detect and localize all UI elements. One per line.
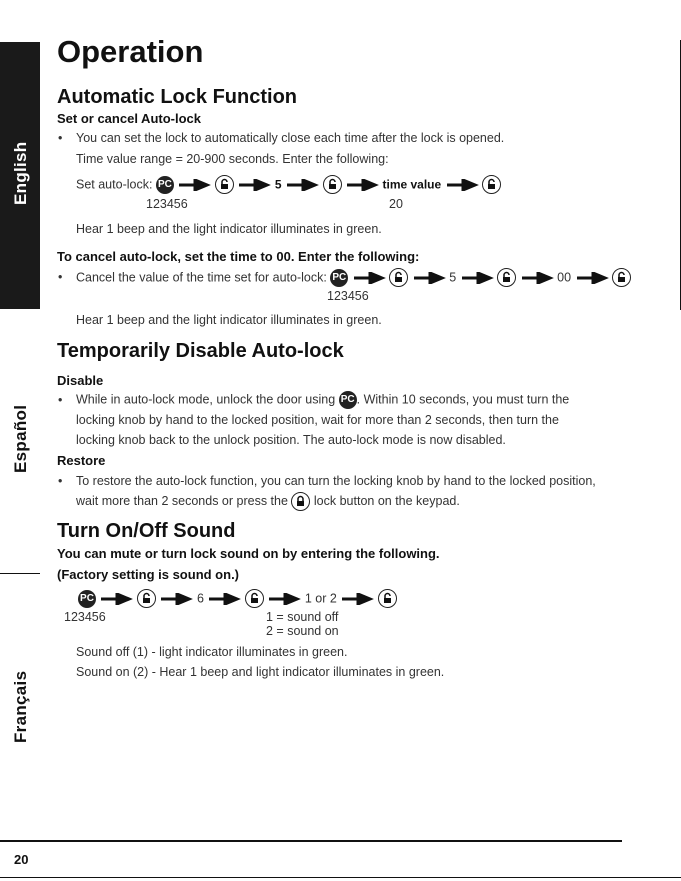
sound-off-text: Sound off (1) - light indicator illuminates in green. [76, 645, 348, 659]
restore-line-1: To restore the auto-lock function, you can turn the locking knob by hand to the locked position, [76, 474, 596, 488]
arrow-right-icon [412, 272, 446, 284]
set-auto-lock-sequence [76, 175, 501, 194]
bullet-dot: • [58, 270, 63, 284]
unlock-icon [612, 268, 631, 287]
bottom-rule [0, 877, 681, 878]
disable-line-2: locking knob by hand to the locked position, wait for more than 2 seconds, then turn the [76, 413, 559, 427]
sound-choice: 1 or 2 [304, 591, 337, 606]
disable-line-1a: While in auto-lock mode, unlock the door using [76, 392, 336, 407]
pc-icon: PC [339, 391, 357, 409]
restore-line-2b: lock button on the keypad. [313, 493, 460, 508]
page-title: Operation [57, 34, 204, 69]
unlock-icon [378, 589, 397, 608]
sound-option-off: 1 = sound off [266, 610, 339, 624]
hear-beep-text-2: Hear 1 beep and the light indicator illuminates in green. [76, 313, 382, 327]
tab-divider [0, 573, 40, 574]
time-range-text: Time value range = 20-900 seconds. Enter the following: [76, 152, 389, 166]
arrow-right-icon [352, 272, 386, 284]
bullet-dot: • [58, 474, 63, 488]
arrow-right-icon [99, 593, 133, 605]
set-code-example: 123456 [146, 197, 188, 211]
arrow-right-icon [177, 179, 211, 191]
arrow-right-icon [520, 272, 554, 284]
unlock-icon [245, 589, 264, 608]
sound-digit: 6 [196, 591, 204, 606]
sound-subheading-1: You can mute or turn lock sound on by entering the following. [57, 546, 440, 561]
pc-icon: PC [156, 176, 174, 194]
bullet-dot: • [58, 393, 63, 407]
auto-lock-description: You can set the lock to automatically close each time after the lock is opened. [76, 131, 505, 145]
tab-espanol: Español [11, 404, 30, 473]
lock-button-icon [291, 492, 310, 511]
set-auto-lock-label: Set auto-lock: [76, 177, 153, 192]
cancel-digit: 5 [449, 270, 457, 285]
set-cancel-subheading: Set or cancel Auto-lock [57, 111, 201, 126]
tab-francais: Français [11, 670, 30, 743]
sound-on-text: Sound on (2) - Hear 1 beep and light indicator illuminates in green. [76, 665, 445, 679]
arrow-right-icon [285, 179, 319, 191]
arrow-right-icon [207, 593, 241, 605]
tab-english: English [11, 141, 30, 205]
unlock-icon [497, 268, 516, 287]
unlock-icon [389, 268, 408, 287]
sound-code-example: 123456 [64, 610, 106, 624]
disable-heading: Temporarily Disable Auto-lock [57, 340, 344, 362]
sound-heading: Turn On/Off Sound [57, 520, 236, 542]
disable-line-1b: . Within 10 seconds, you must turn the [356, 392, 570, 407]
arrow-right-icon [345, 179, 379, 191]
unlock-icon [137, 589, 156, 608]
disable-subheading: Disable [57, 373, 104, 388]
restore-line-2 [76, 492, 460, 511]
disable-line-3: locking knob back to the unlock position. The auto-lock mode is now disabled. [76, 433, 506, 447]
sound-sequence [78, 589, 397, 608]
arrow-right-icon [340, 593, 374, 605]
auto-lock-heading: Automatic Lock Function [57, 86, 297, 108]
restore-line-2a: wait more than 2 seconds or press the [76, 493, 288, 508]
page-number: 20 [14, 852, 29, 867]
pc-icon: PC [330, 269, 348, 287]
footer-rule [0, 840, 622, 842]
unlock-icon [215, 175, 234, 194]
hear-beep-text: Hear 1 beep and the light indicator illuminates in green. [76, 222, 382, 236]
time-value-label: time value [382, 177, 442, 192]
arrow-right-icon [575, 272, 609, 284]
restore-subheading: Restore [57, 453, 106, 468]
pc-icon: PC [78, 590, 96, 608]
arrow-right-icon [460, 272, 494, 284]
cancel-value: 00 [557, 270, 572, 285]
time-value-example: 20 [389, 197, 403, 211]
cancel-code-example: 123456 [327, 289, 369, 303]
digit-five: 5 [274, 177, 282, 192]
unlock-icon [323, 175, 342, 194]
cancel-label: Cancel the value of the time set for auto-lock: [76, 270, 327, 285]
disable-line-1 [76, 391, 569, 409]
arrow-right-icon [445, 179, 479, 191]
arrow-right-icon [237, 179, 271, 191]
cancel-subheading: To cancel auto-lock, set the time to 00. Enter the following: [57, 249, 420, 264]
cancel-auto-lock-sequence [76, 268, 631, 287]
arrow-right-icon [267, 593, 301, 605]
arrow-right-icon [159, 593, 193, 605]
unlock-icon [482, 175, 501, 194]
bullet-dot: • [58, 131, 63, 145]
sound-option-on: 2 = sound on [266, 624, 339, 638]
sound-subheading-2: (Factory setting is sound on.) [57, 567, 240, 582]
